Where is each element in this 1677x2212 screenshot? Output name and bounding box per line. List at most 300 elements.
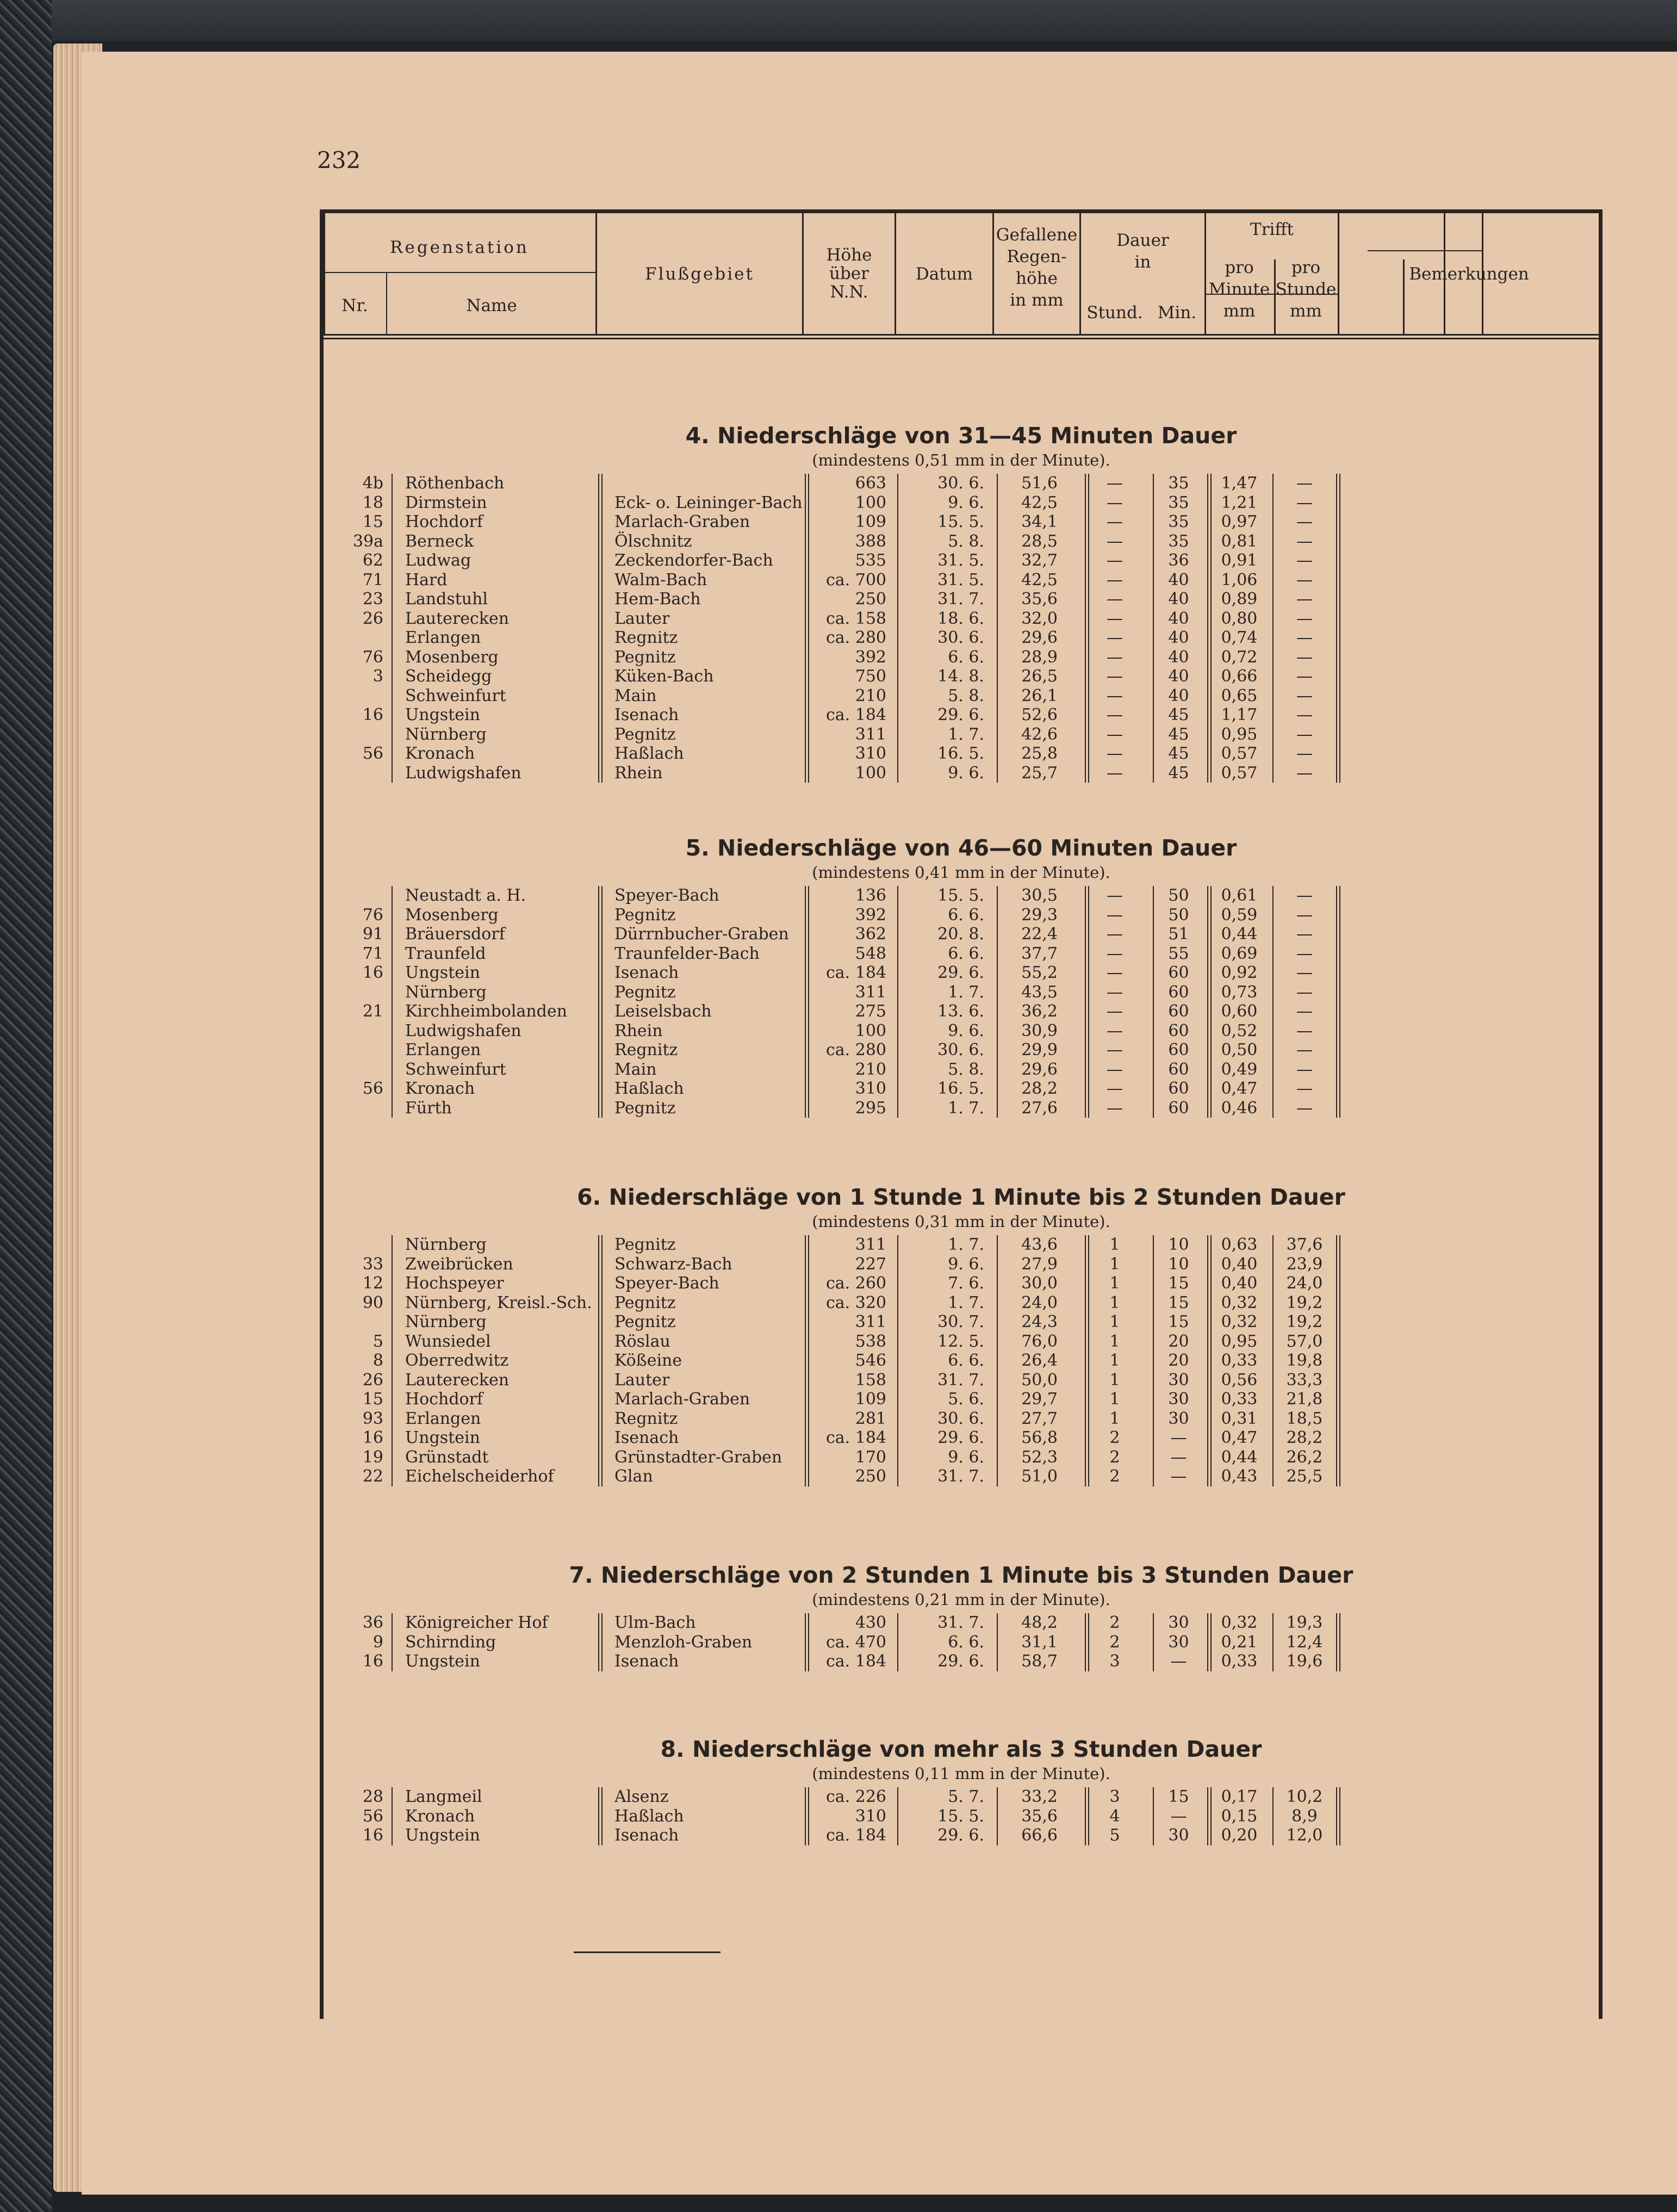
cell-nr: 15: [362, 512, 383, 531]
cell-pro-stunde: —: [1296, 667, 1313, 686]
cell-pro-minute: 0,81: [1221, 531, 1258, 551]
cell-name: Grünstadt: [405, 1447, 489, 1467]
cell-datum: 31. 7.: [937, 590, 984, 609]
cell-name: Hochdorf: [405, 1390, 483, 1409]
cell-pro-minute: 0,60: [1221, 1002, 1258, 1021]
cell-regenhoehe: 30,5: [1021, 886, 1058, 905]
cell-min: 60: [1168, 1021, 1189, 1040]
cell-stund: 2: [1109, 1632, 1120, 1652]
cell-flussgebiet: Pegnitz: [614, 1293, 676, 1312]
cell-nr: 15: [362, 1390, 383, 1409]
header-gefallene-2: Regen-: [1007, 247, 1067, 267]
cell-regenhoehe: 34,1: [1021, 512, 1058, 531]
cell-pro-minute: 0,97: [1221, 512, 1258, 531]
cell-min: 40: [1168, 628, 1189, 647]
cell-datum: 16. 5.: [937, 1079, 984, 1098]
cell-name: Erlangen: [405, 1040, 481, 1059]
cell-hoehe: 170: [855, 1447, 886, 1467]
cell-regenhoehe: 29,7: [1021, 1390, 1058, 1409]
cell-nr: 71: [362, 570, 383, 590]
cell-datum: 31. 7.: [937, 1467, 984, 1486]
cell-pro-stunde: 21,8: [1286, 1390, 1323, 1409]
cell-name: Hochdorf: [405, 512, 483, 531]
cell-flussgebiet: Pegnitz: [614, 905, 676, 925]
cell-datum: 1. 7.: [948, 724, 984, 744]
header-hoehe-1: Höhe: [826, 245, 872, 265]
cell-datum: 31. 5.: [937, 551, 984, 570]
section-title: 6. Niederschläge von 1 Stunde 1 Minute bis 2 Stunden Dauer: [577, 1184, 1345, 1210]
page-number: 232: [317, 147, 361, 174]
header-rule-2: [324, 338, 1599, 339]
column-rule: [392, 474, 393, 783]
section-subtitle: (mindestens 0,41 mm in der Minute).: [812, 863, 1110, 882]
cell-min: 60: [1168, 1059, 1189, 1079]
cell-pro-stunde: —: [1296, 1002, 1313, 1021]
header-pro-minute-2: Minute: [1208, 280, 1270, 299]
section-title: 4. Niederschläge von 31—45 Minuten Dauer: [685, 423, 1237, 449]
cell-pro-stunde: —: [1296, 531, 1313, 551]
cell-regenhoehe: 51,0: [1021, 1467, 1058, 1486]
cell-regenhoehe: 26,1: [1021, 686, 1058, 705]
header-gefallene-1: Gefallene: [996, 225, 1078, 245]
cell-datum: 6. 6.: [948, 1351, 984, 1370]
cell-stund: 3: [1109, 1652, 1120, 1671]
cell-nr: 93: [362, 1409, 383, 1428]
column-rule: [1336, 1613, 1340, 1671]
cell-nr: 9: [372, 1632, 383, 1652]
cell-hoehe: ca. 158: [825, 609, 886, 628]
cell-pro-minute: 0,52: [1221, 1021, 1258, 1040]
cell-name: Traunfeld: [405, 944, 486, 963]
cell-name: Kirchheimbolanden: [405, 1002, 567, 1021]
cell-flussgebiet: Haßlach: [614, 744, 684, 763]
cell-nr: 62: [362, 551, 383, 570]
cell-nr: 56: [362, 744, 383, 763]
cell-pro-stunde: —: [1296, 1079, 1313, 1098]
cell-flussgebiet: Glan: [614, 1467, 653, 1486]
cell-flussgebiet: Pegnitz: [614, 647, 676, 667]
cell-pro-minute: 0,95: [1221, 1331, 1258, 1351]
header-regenstation: Regenstation: [390, 238, 529, 257]
cell-datum: 16. 5.: [937, 744, 984, 763]
cell-flussgebiet: Ulm-Bach: [614, 1613, 696, 1632]
section-subtitle: (mindestens 0,11 mm in der Minute).: [812, 1764, 1110, 1783]
cell-pro-stunde: —: [1296, 886, 1313, 905]
cell-nr: 28: [362, 1787, 383, 1806]
cell-stund: 2: [1109, 1613, 1120, 1632]
cell-name: Bräuersdorf: [405, 925, 505, 944]
header-dauer-2: in: [1134, 252, 1151, 272]
cell-regenhoehe: 28,9: [1021, 647, 1058, 667]
cell-min: 30: [1168, 1370, 1189, 1390]
cell-pro-minute: 0,91: [1221, 551, 1258, 570]
cell-regenhoehe: 76,0: [1021, 1331, 1058, 1351]
cell-hoehe: 136: [855, 886, 886, 905]
header-hoehe-3: N.N.: [830, 282, 868, 302]
cell-datum: 5. 8.: [948, 1059, 984, 1079]
cell-pro-minute: 0,92: [1221, 963, 1258, 982]
cell-stund: —: [1107, 763, 1123, 783]
cell-pro-minute: 0,46: [1221, 1098, 1258, 1118]
cell-flussgebiet: Pegnitz: [614, 724, 676, 744]
cell-nr: 76: [362, 905, 383, 925]
cell-flussgebiet: Lauter: [614, 609, 670, 628]
cell-min: 10: [1168, 1235, 1189, 1254]
cell-datum: 15. 5.: [937, 886, 984, 905]
cell-datum: 1. 7.: [948, 1235, 984, 1254]
cell-stund: —: [1107, 647, 1123, 667]
cell-datum: 5. 8.: [948, 531, 984, 551]
cell-stund: —: [1107, 590, 1123, 609]
cell-datum: 30. 6.: [937, 474, 984, 493]
cell-regenhoehe: 32,7: [1021, 551, 1058, 570]
column-rule: [392, 1787, 393, 1845]
cell-regenhoehe: 31,1: [1021, 1632, 1058, 1652]
header-pro-stunde-3: mm: [1290, 301, 1322, 321]
cell-stund: —: [1107, 474, 1123, 493]
cell-regenhoehe: 26,5: [1021, 667, 1058, 686]
header-rule-1: [324, 334, 1599, 336]
cell-stund: 1: [1109, 1235, 1120, 1254]
cell-pro-minute: 0,89: [1221, 590, 1258, 609]
cell-regenhoehe: 25,7: [1021, 763, 1058, 783]
cell-pro-stunde: 23,9: [1286, 1254, 1323, 1274]
cell-name: Kronach: [405, 1806, 475, 1826]
cell-pro-minute: 0,44: [1221, 1447, 1258, 1467]
cell-pro-stunde: —: [1296, 551, 1313, 570]
cell-flussgebiet: Grünstadter-Graben: [614, 1447, 782, 1467]
cell-regenhoehe: 27,9: [1021, 1254, 1058, 1274]
cell-hoehe: 100: [855, 1021, 886, 1040]
cell-hoehe: 250: [855, 590, 886, 609]
cell-min: 30: [1168, 1826, 1189, 1845]
cell-pro-stunde: —: [1296, 963, 1313, 982]
cell-regenhoehe: 43,5: [1021, 982, 1058, 1002]
cell-name: Hard: [405, 570, 448, 590]
column-rule: [598, 1235, 603, 1486]
cell-name: Mosenberg: [405, 647, 499, 667]
cell-name: Eichelscheiderhof: [405, 1467, 554, 1486]
cell-flussgebiet: Isenach: [614, 1826, 679, 1845]
cell-pro-minute: 0,95: [1221, 724, 1258, 744]
cell-flussgebiet: Kößeine: [614, 1351, 682, 1370]
cell-datum: 7. 6.: [948, 1274, 984, 1293]
cell-stund: —: [1107, 705, 1123, 724]
cell-datum: 5. 6.: [948, 1390, 984, 1409]
cell-hoehe: 430: [855, 1613, 886, 1632]
cell-flussgebiet: Zeckendorfer-Bach: [614, 551, 773, 570]
cell-regenhoehe: 50,0: [1021, 1370, 1058, 1390]
cell-name: Lauterecken: [405, 609, 510, 628]
cell-stund: 1: [1109, 1370, 1120, 1390]
cell-datum: 6. 6.: [948, 944, 984, 963]
header-hoehe: [804, 246, 895, 301]
cell-stund: 3: [1109, 1787, 1120, 1806]
cell-pro-stunde: —: [1296, 944, 1313, 963]
cell-datum: 18. 6.: [937, 609, 984, 628]
cell-pro-minute: 0,40: [1221, 1274, 1258, 1293]
cell-hoehe: 275: [855, 1002, 886, 1021]
cell-pro-stunde: —: [1296, 1098, 1313, 1118]
cell-flussgebiet: Isenach: [614, 705, 679, 724]
column-rule: [1272, 1787, 1274, 1845]
cell-pro-stunde: —: [1296, 474, 1313, 493]
cell-pro-stunde: —: [1296, 1021, 1313, 1040]
cell-min: 40: [1168, 647, 1189, 667]
cell-pro-stunde: 18,5: [1286, 1409, 1323, 1428]
cell-flussgebiet: Ölschnitz: [614, 531, 692, 551]
cell-nr: 91: [362, 925, 383, 944]
cell-hoehe: ca. 280: [825, 628, 886, 647]
cell-flussgebiet: Schwarz-Bach: [614, 1254, 732, 1274]
cell-name: Ungstein: [405, 963, 480, 982]
cell-regenhoehe: 52,3: [1021, 1447, 1058, 1467]
cell-pro-stunde: 19,6: [1286, 1652, 1323, 1671]
cell-pro-minute: 0,61: [1221, 886, 1258, 905]
cell-name: Schweinfurt: [405, 1059, 506, 1079]
cell-regenhoehe: 32,0: [1021, 609, 1058, 628]
cell-regenhoehe: 35,6: [1021, 1806, 1058, 1826]
cell-regenhoehe: 24,0: [1021, 1293, 1058, 1312]
cell-datum: 29. 6.: [937, 1826, 984, 1845]
cell-datum: 9. 6.: [948, 493, 984, 512]
cell-regenhoehe: 29,9: [1021, 1040, 1058, 1059]
cell-hoehe: 311: [855, 1312, 886, 1331]
cell-min: 35: [1168, 531, 1189, 551]
header-gefallene-4: in mm: [1010, 290, 1064, 310]
cell-nr: 16: [362, 963, 383, 982]
header-col-sep-0: [324, 213, 325, 336]
cell-min: 40: [1168, 590, 1189, 609]
cell-pro-minute: 0,63: [1221, 1235, 1258, 1254]
cell-stund: —: [1107, 963, 1123, 982]
cell-min: 60: [1168, 1098, 1189, 1118]
cell-flussgebiet: Küken-Bach: [614, 667, 714, 686]
cell-name: Schirnding: [405, 1632, 496, 1652]
cell-stund: —: [1107, 905, 1123, 925]
section-subtitle: (mindestens 0,51 mm in der Minute).: [812, 451, 1110, 469]
column-rule: [392, 1613, 393, 1671]
cell-pro-minute: 0,31: [1221, 1409, 1258, 1428]
cell-stund: —: [1107, 1021, 1123, 1040]
cell-name: Dirmstein: [405, 493, 487, 512]
cell-hoehe: ca. 226: [825, 1787, 886, 1806]
column-rule: [392, 886, 393, 1118]
cell-min: —: [1170, 1652, 1187, 1671]
cell-datum: 9. 6.: [948, 763, 984, 783]
cell-regenhoehe: 55,2: [1021, 963, 1058, 982]
cell-pro-minute: 1,06: [1221, 570, 1258, 590]
cell-name: Nürnberg: [405, 982, 487, 1002]
cell-datum: 1. 7.: [948, 1098, 984, 1118]
cell-regenhoehe: 27,6: [1021, 1098, 1058, 1118]
cell-regenhoehe: 58,7: [1021, 1652, 1058, 1671]
cell-datum: 1. 7.: [948, 982, 984, 1002]
cell-regenhoehe: 37,7: [1021, 944, 1058, 963]
cell-stund: 1: [1109, 1293, 1120, 1312]
cell-name: Erlangen: [405, 628, 481, 647]
cell-regenhoehe: 29,3: [1021, 905, 1058, 925]
cell-name: Ungstein: [405, 1826, 480, 1845]
cell-pro-minute: 0,33: [1221, 1652, 1258, 1671]
cell-flussgebiet: Pegnitz: [614, 982, 676, 1002]
header-pro-stunde: [1274, 257, 1338, 322]
cell-min: 60: [1168, 1040, 1189, 1059]
cell-pro-stunde: 37,6: [1286, 1235, 1323, 1254]
cell-hoehe: 663: [855, 474, 886, 493]
cell-pro-stunde: 28,2: [1286, 1428, 1323, 1447]
cell-regenhoehe: 26,4: [1021, 1351, 1058, 1370]
cell-hoehe: 158: [855, 1370, 886, 1390]
cell-datum: 20. 8.: [937, 925, 984, 944]
header-pro-stunde-2: Stunde: [1275, 280, 1337, 299]
cell-hoehe: 546: [855, 1351, 886, 1370]
cell-hoehe: ca. 184: [825, 1826, 886, 1845]
cell-flussgebiet: Pegnitz: [614, 1098, 676, 1118]
cell-pro-minute: 0,33: [1221, 1351, 1258, 1370]
cell-nr: 16: [362, 1428, 383, 1447]
cell-pro-stunde: 26,2: [1286, 1447, 1323, 1467]
cell-min: 60: [1168, 982, 1189, 1002]
cell-hoehe: ca. 184: [825, 1428, 886, 1447]
cell-hoehe: 548: [855, 944, 886, 963]
cell-min: 30: [1168, 1409, 1189, 1428]
cell-hoehe: 311: [855, 1235, 886, 1254]
cell-name: Wunsiedel: [405, 1331, 491, 1351]
cell-pro-stunde: —: [1296, 1059, 1313, 1079]
cell-nr: 33: [362, 1254, 383, 1274]
cell-pro-stunde: —: [1296, 590, 1313, 609]
cell-stund: —: [1107, 1002, 1123, 1021]
cell-flussgebiet: Pegnitz: [614, 1312, 676, 1331]
cell-flussgebiet: Regnitz: [614, 1040, 678, 1059]
column-rule: [1272, 1235, 1274, 1486]
cell-hoehe: 210: [855, 1059, 886, 1079]
cell-name: Fürth: [405, 1098, 452, 1118]
cell-datum: 1. 7.: [948, 1293, 984, 1312]
header-dauer: [1081, 230, 1204, 273]
cell-name: Neustadt a. H.: [405, 886, 526, 905]
cell-name: Mosenberg: [405, 905, 499, 925]
cell-min: 40: [1168, 667, 1189, 686]
cell-regenhoehe: 33,2: [1021, 1787, 1058, 1806]
cell-stund: —: [1107, 628, 1123, 647]
cell-hoehe: ca. 184: [825, 705, 886, 724]
cell-min: 50: [1168, 905, 1189, 925]
cell-datum: 5. 8.: [948, 686, 984, 705]
cell-nr: 5: [372, 1331, 383, 1351]
cell-flussgebiet: Walm-Bach: [614, 570, 707, 590]
cell-min: 40: [1168, 570, 1189, 590]
cell-pro-stunde: —: [1296, 628, 1313, 647]
cell-nr: 12: [362, 1274, 383, 1293]
cell-min: 45: [1168, 763, 1189, 783]
cell-pro-minute: 0,32: [1221, 1312, 1258, 1331]
cell-regenhoehe: 30,0: [1021, 1274, 1058, 1293]
cell-min: 60: [1168, 1079, 1189, 1098]
cell-pro-minute: 0,72: [1221, 647, 1258, 667]
cell-pro-minute: 0,32: [1221, 1613, 1258, 1632]
cell-stund: 1: [1109, 1274, 1120, 1293]
cell-stund: —: [1107, 744, 1123, 763]
cell-pro-minute: 1,17: [1221, 705, 1258, 724]
cell-hoehe: 100: [855, 493, 886, 512]
cell-regenhoehe: 42,5: [1021, 570, 1058, 590]
header-pro-minute: [1206, 257, 1272, 322]
cell-regenhoehe: 43,6: [1021, 1235, 1058, 1254]
cell-pro-stunde: 19,8: [1286, 1351, 1323, 1370]
cell-hoehe: 310: [855, 744, 886, 763]
trifft-sub-rule: [1368, 250, 1482, 251]
cell-min: 20: [1168, 1331, 1189, 1351]
cell-datum: 31. 5.: [937, 570, 984, 590]
cell-flussgebiet: Haßlach: [614, 1079, 684, 1098]
cell-stund: —: [1107, 724, 1123, 744]
cell-datum: 30. 6.: [937, 1040, 984, 1059]
cell-stund: —: [1107, 886, 1123, 905]
cell-hoehe: 311: [855, 982, 886, 1002]
cell-flussgebiet: Lauter: [614, 1370, 670, 1390]
cell-hoehe: 100: [855, 763, 886, 783]
cell-min: 15: [1168, 1274, 1189, 1293]
cell-nr: 22: [362, 1467, 383, 1486]
cell-flussgebiet: Marlach-Graben: [614, 512, 750, 531]
footer-rule: [574, 1951, 721, 1953]
cell-pro-stunde: —: [1296, 1040, 1313, 1059]
cell-pro-minute: 0,49: [1221, 1059, 1258, 1079]
cell-datum: 29. 6.: [937, 705, 984, 724]
cell-hoehe: 392: [855, 647, 886, 667]
cell-regenhoehe: 42,6: [1021, 724, 1058, 744]
cell-min: —: [1170, 1447, 1187, 1467]
cell-nr: 39a: [352, 531, 383, 551]
cell-regenhoehe: 48,2: [1021, 1613, 1058, 1632]
cell-stund: 1: [1109, 1351, 1120, 1370]
book-cover-top-edge: [0, 0, 1677, 41]
column-rule: [1336, 1235, 1340, 1486]
cell-hoehe: 109: [855, 1390, 886, 1409]
cell-regenhoehe: 52,6: [1021, 705, 1058, 724]
cell-pro-minute: 0,44: [1221, 925, 1258, 944]
cell-min: 60: [1168, 963, 1189, 982]
cell-stund: 1: [1109, 1331, 1120, 1351]
cell-nr: 76: [362, 647, 383, 667]
cell-stund: —: [1107, 551, 1123, 570]
section-subtitle: (mindestens 0,31 mm in der Minute).: [812, 1212, 1110, 1231]
cell-stund: —: [1107, 1098, 1123, 1118]
regenstation-sub-rule: [324, 272, 595, 273]
cell-min: 10: [1168, 1254, 1189, 1274]
cell-datum: 6. 6.: [948, 1632, 984, 1652]
header-pro-minute-3: mm: [1223, 301, 1256, 321]
cell-pro-minute: 0,69: [1221, 944, 1258, 963]
cell-nr: 36: [362, 1613, 383, 1632]
header-datum: Datum: [915, 264, 973, 284]
cell-flussgebiet: Rhein: [614, 763, 663, 783]
cell-hoehe: 109: [855, 512, 886, 531]
cell-hoehe: 750: [855, 667, 886, 686]
cell-nr: 56: [362, 1079, 383, 1098]
section-title: 7. Niederschläge von 2 Stunden 1 Minute bis 3 Stunden Dauer: [569, 1562, 1353, 1588]
nr-name-sep: [386, 273, 387, 336]
cell-stund: —: [1107, 1040, 1123, 1059]
cell-pro-minute: 0,66: [1221, 667, 1258, 686]
cell-pro-stunde: —: [1296, 493, 1313, 512]
cell-pro-stunde: —: [1296, 905, 1313, 925]
cell-flussgebiet: Marlach-Graben: [614, 1390, 750, 1409]
cell-flussgebiet: Hem-Bach: [614, 590, 701, 609]
cell-nr: 19: [362, 1447, 383, 1467]
